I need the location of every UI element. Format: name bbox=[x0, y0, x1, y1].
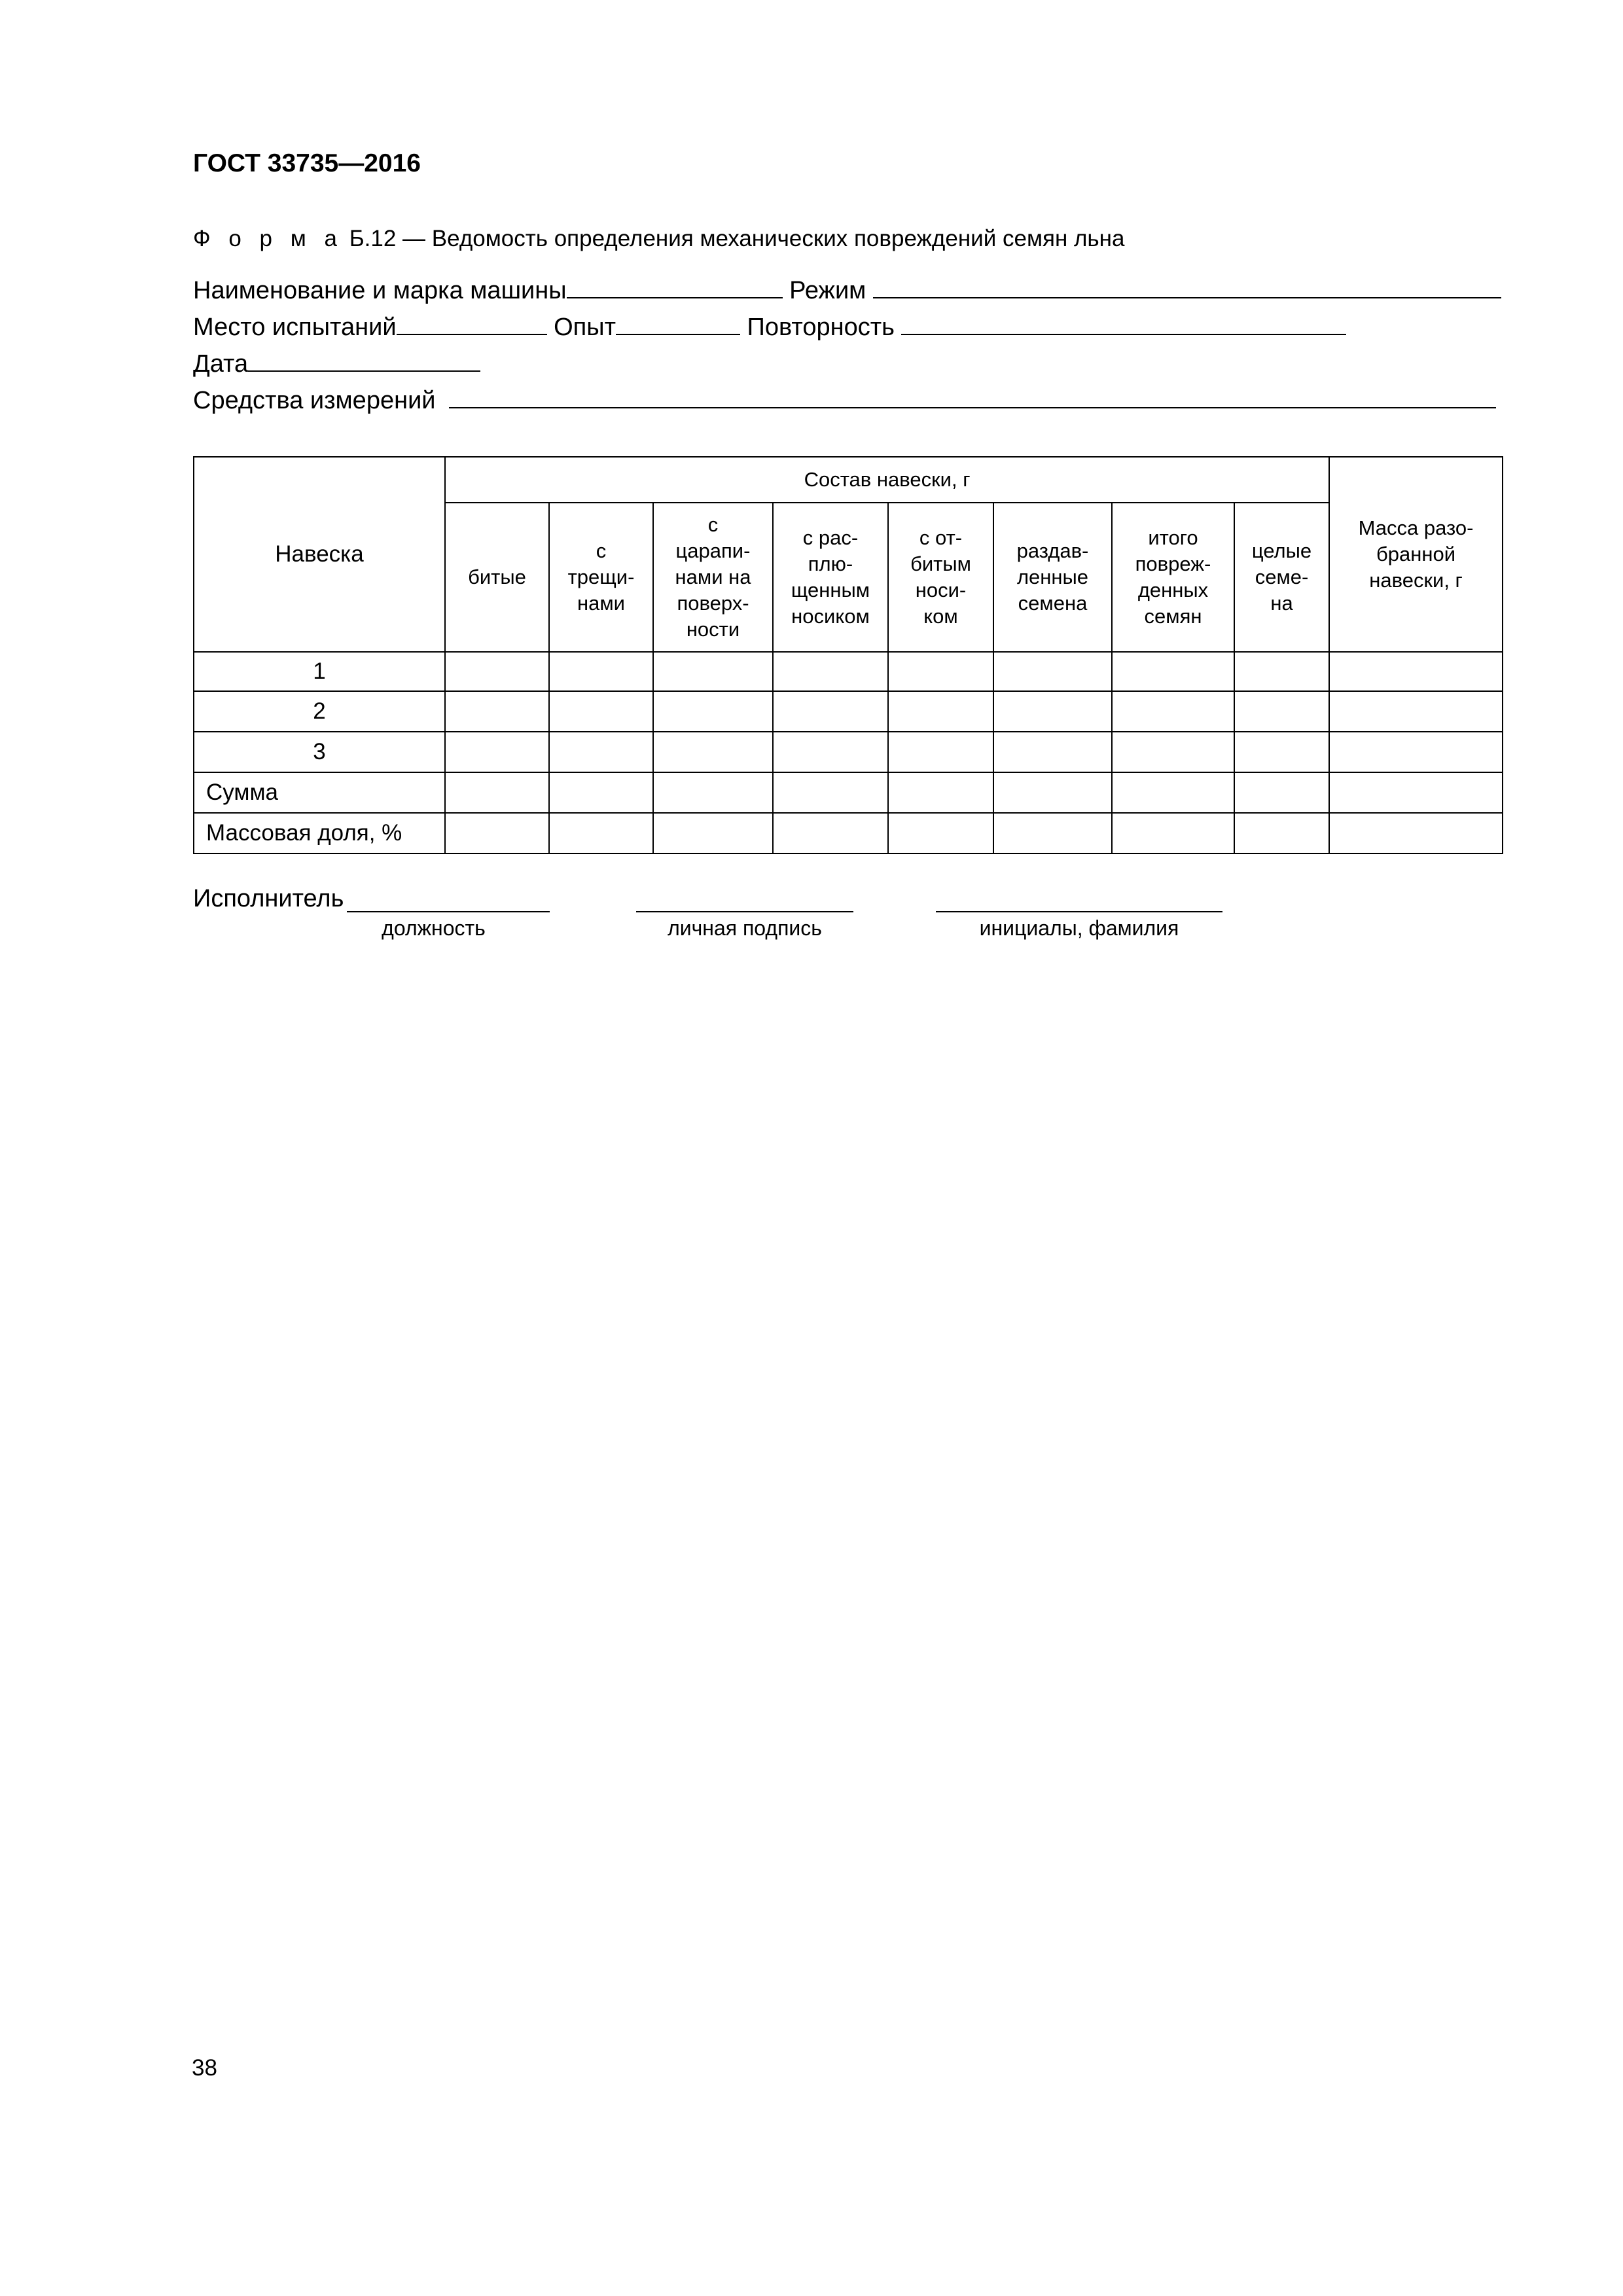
table-cell[interactable] bbox=[549, 652, 653, 691]
table-cell[interactable] bbox=[1234, 691, 1329, 732]
table-cell[interactable] bbox=[653, 652, 773, 691]
table-cell[interactable] bbox=[888, 813, 993, 853]
table-cell[interactable] bbox=[888, 732, 993, 772]
table-cell[interactable] bbox=[773, 691, 888, 732]
performer-label: Исполнитель bbox=[193, 885, 344, 912]
place-row bbox=[193, 312, 1346, 342]
subcol-header: с от- битым носи- ком bbox=[888, 503, 993, 652]
table-cell[interactable] bbox=[1329, 691, 1503, 732]
subcol-header: итого повреж- денных семян bbox=[1112, 503, 1234, 652]
form-title-text: Б.12 — Ведомость определения механических повреждений семян льна bbox=[349, 226, 1125, 251]
table-cell[interactable] bbox=[1112, 691, 1234, 732]
date-input-line[interactable] bbox=[248, 348, 480, 372]
row-label: 3 bbox=[194, 732, 445, 772]
table-cell[interactable] bbox=[1234, 652, 1329, 691]
mode-label: Режим bbox=[789, 277, 866, 304]
instruments-input-line[interactable] bbox=[449, 385, 1496, 408]
subcol-header: битые bbox=[445, 503, 549, 652]
table-row bbox=[194, 772, 1503, 813]
signature-caption: личная подпись bbox=[668, 916, 822, 940]
table-cell[interactable] bbox=[1329, 772, 1503, 813]
table-cell[interactable] bbox=[888, 772, 993, 813]
repetition-label: Повторность bbox=[747, 314, 895, 341]
table-cell[interactable] bbox=[445, 732, 549, 772]
place-input-line[interactable] bbox=[397, 312, 547, 335]
table-cell[interactable] bbox=[1234, 813, 1329, 853]
table-cell[interactable] bbox=[549, 772, 653, 813]
repetition-input-line[interactable] bbox=[901, 312, 1346, 335]
table-cell[interactable] bbox=[1329, 732, 1503, 772]
table-row bbox=[194, 813, 1503, 853]
table-cell[interactable] bbox=[445, 772, 549, 813]
table-cell[interactable] bbox=[773, 652, 888, 691]
table-cell[interactable] bbox=[549, 691, 653, 732]
signature-input-line[interactable] bbox=[636, 889, 853, 912]
name-caption: инициалы, фамилия bbox=[979, 916, 1179, 940]
seed-damage-table bbox=[193, 456, 1503, 854]
table-row bbox=[194, 691, 1503, 732]
position-input-line[interactable] bbox=[347, 889, 550, 912]
subcol-header: целые семе- на bbox=[1234, 503, 1329, 652]
subcol-header: раздав- ленные семена bbox=[993, 503, 1112, 652]
col-header-sample: Навеска bbox=[194, 457, 445, 652]
table-cell[interactable] bbox=[1112, 652, 1234, 691]
mode-input-line[interactable] bbox=[873, 275, 1501, 298]
table-cell[interactable] bbox=[773, 732, 888, 772]
date-label: Дата bbox=[193, 350, 249, 378]
name-input-line[interactable] bbox=[936, 889, 1222, 912]
experiment-label: Опыт bbox=[554, 314, 616, 341]
table-cell[interactable] bbox=[1234, 732, 1329, 772]
place-label: Место испытаний bbox=[193, 314, 397, 341]
table-cell[interactable] bbox=[888, 691, 993, 732]
table-cell[interactable] bbox=[653, 732, 773, 772]
machine-input-line[interactable] bbox=[567, 275, 783, 298]
table-cell[interactable] bbox=[993, 691, 1112, 732]
table-cell[interactable] bbox=[993, 732, 1112, 772]
table-cell[interactable] bbox=[445, 813, 549, 853]
table-cell[interactable] bbox=[773, 813, 888, 853]
machine-row bbox=[193, 275, 1501, 305]
table-cell[interactable] bbox=[888, 652, 993, 691]
table-cell[interactable] bbox=[993, 772, 1112, 813]
row-label: 1 bbox=[194, 652, 445, 691]
form-prefix: Ф о р м а bbox=[193, 226, 343, 251]
row-label: Массовая доля, % bbox=[194, 813, 445, 853]
table-cell[interactable] bbox=[653, 691, 773, 732]
row-label: 2 bbox=[194, 691, 445, 732]
machine-label: Наименование и марка машины bbox=[193, 277, 567, 304]
page-number: 38 bbox=[192, 2055, 217, 2081]
subcol-header: с трещи- нами bbox=[549, 503, 653, 652]
table-cell[interactable] bbox=[773, 772, 888, 813]
table-cell[interactable] bbox=[653, 772, 773, 813]
table-row bbox=[194, 652, 1503, 691]
table-cell[interactable] bbox=[1329, 652, 1503, 691]
table-cell[interactable] bbox=[445, 652, 549, 691]
position-caption: должность bbox=[382, 916, 486, 940]
group-header-composition: Состав навески, г bbox=[445, 457, 1329, 503]
row-label: Сумма bbox=[194, 772, 445, 813]
col-header-mass: Масса разо- бранной навески, г bbox=[1329, 457, 1503, 652]
date-row bbox=[193, 348, 480, 378]
table-cell[interactable] bbox=[1112, 772, 1234, 813]
instruments-row bbox=[193, 385, 1496, 415]
table-cell[interactable] bbox=[653, 813, 773, 853]
form-title bbox=[193, 226, 1124, 252]
table-cell[interactable] bbox=[549, 813, 653, 853]
instruments-label: Средства измерений bbox=[193, 387, 436, 414]
table-cell[interactable] bbox=[1112, 732, 1234, 772]
table-cell[interactable] bbox=[1329, 813, 1503, 853]
table-cell[interactable] bbox=[993, 813, 1112, 853]
table-cell[interactable] bbox=[993, 652, 1112, 691]
table-row bbox=[194, 732, 1503, 772]
experiment-input-line[interactable] bbox=[616, 312, 740, 335]
table-cell[interactable] bbox=[1112, 813, 1234, 853]
table-cell[interactable] bbox=[445, 691, 549, 732]
subcol-header: с царапи- нами на поверх- ности bbox=[653, 503, 773, 652]
table-cell[interactable] bbox=[549, 732, 653, 772]
document-header: ГОСТ 33735—2016 bbox=[193, 149, 421, 177]
subcol-header: с рас- плю- щенным носиком bbox=[773, 503, 888, 652]
table-cell[interactable] bbox=[1234, 772, 1329, 813]
